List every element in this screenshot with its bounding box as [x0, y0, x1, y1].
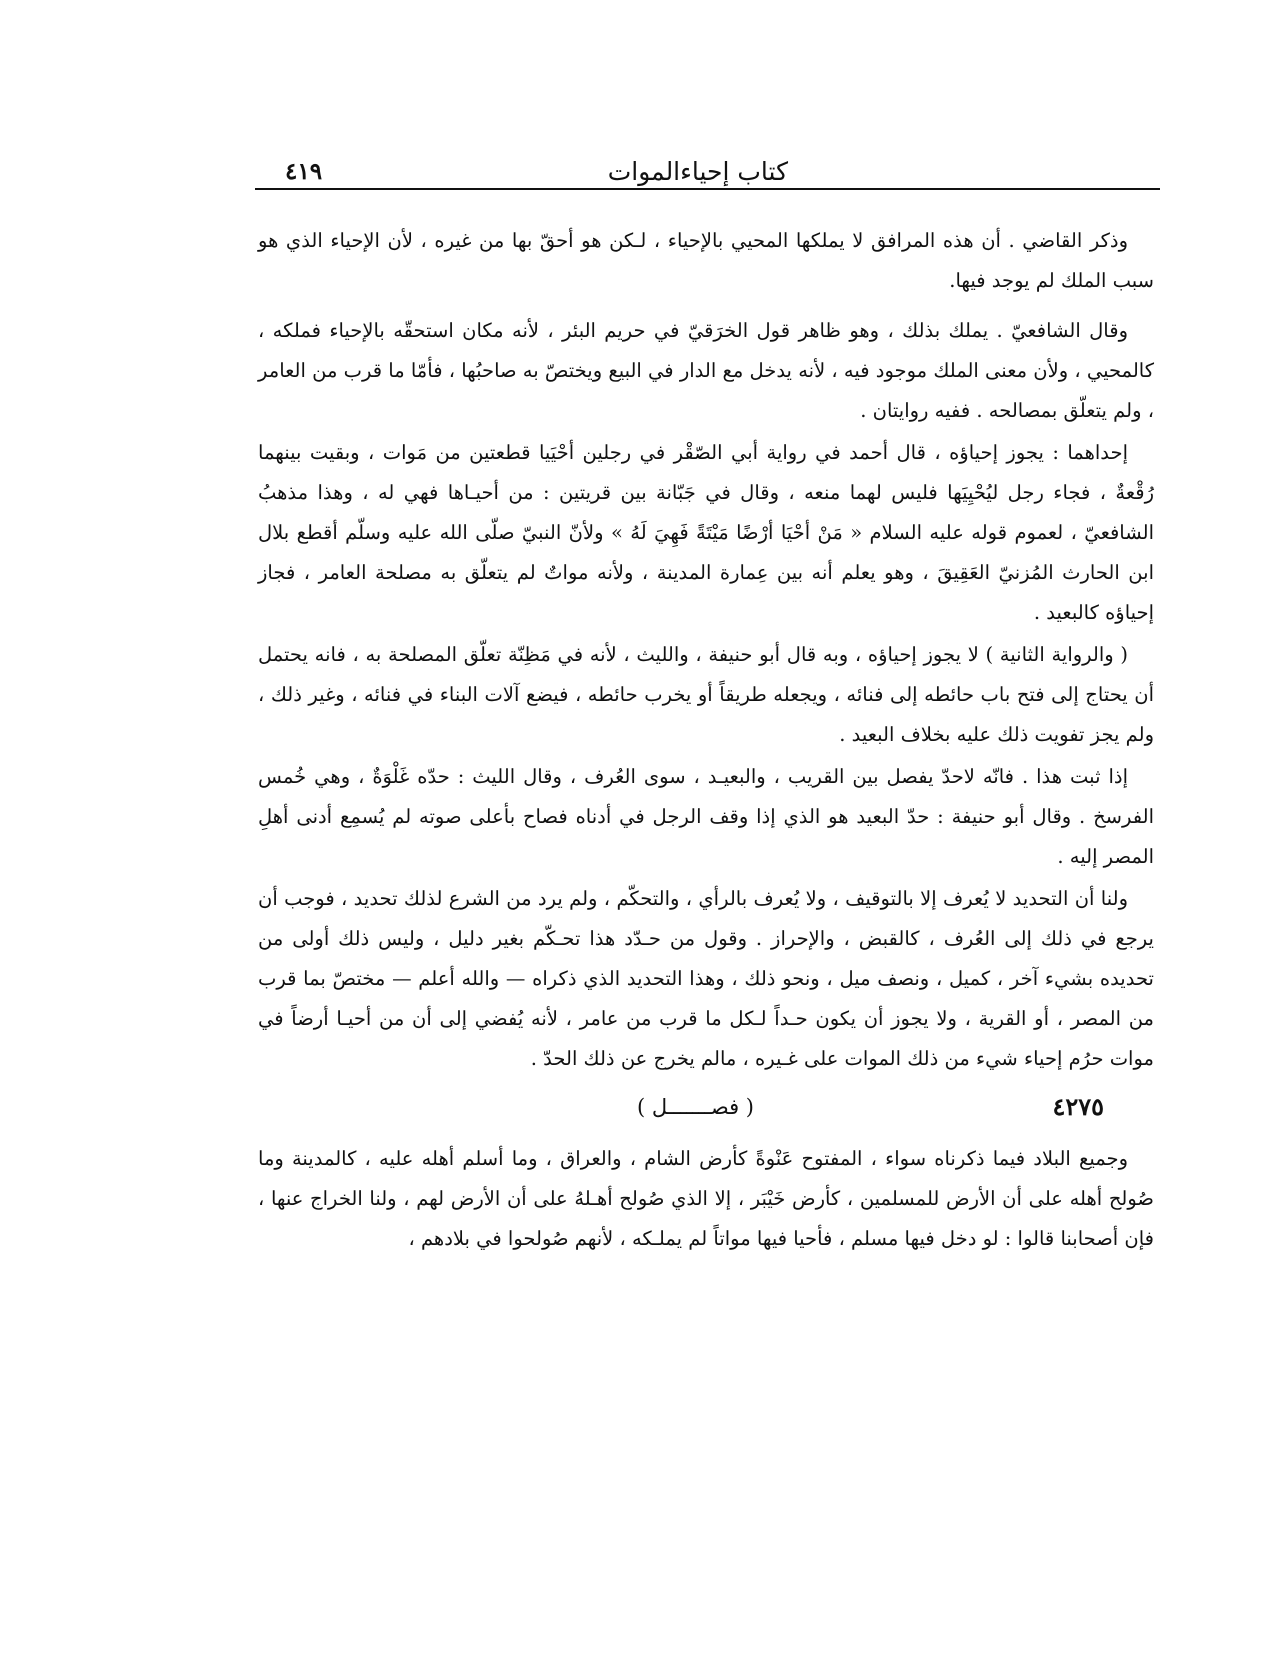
- header-divider: [255, 188, 1160, 190]
- paragraph: ( والرواية الثانية ) لا يجوز إحياؤه ، وبه قال أبو حنيفة ، والليث ، لأنه في مَظِنّة تعلّق المصلحة به ، فانه يحتمل أن يحتاج إلى فتح باب حائطه إلى فنائه ، ويجعله طريقاً أو يخرب حائطه ، فيضع آلات البناء في فنائه ، وغير ذلك ، ولم يجز تفويت ذلك عليه بخلاف البعيد .: [258, 643, 1154, 746]
- paragraph: ولنا أن التحديد لا يُعرف إلا بالتوقيف ، ولا يُعرف بالرأي ، والتحكّم ، ولم يرد من الشرع لذلك تحديد ، فوجب أن يرجع في ذلك إلى العُرف ، كالقبض ، والإحراز . وقول من حـدّد هذا تحـكّم بغير دليل ، وليس ذلك أولى من تحديده بشيء آخر ، كميل ، ونصف ميل ، ونحو ذلك ، وهذا التحديد الذي ذكراه — والله أعلم — مختصّ بما قرب من المصر ، أو القرية ، ولا يجوز أن يكون حـداً لـكل ما قرب من عامر ، لأنه يُفضي إلى أن من أحيـا أرضاً في موات حرُم إحياء شيء من ذلك الموات على غـيره ، مالم يخرج عن ذلك الحدّ .: [258, 887, 1154, 1070]
- page-number: ٤١٩: [285, 158, 323, 185]
- paragraph: وجميع البلاد فيما ذكرناه سواء ، المفتوح عَنْوةً كأرض الشام ، والعراق ، وما أسلم أهله عليه ، كالمدينة وما صُولح أهله على أن الأرض للمسلمين ، كأرض خَيْبَر ، إلا الذي صُولح أهـلهُ على أن الأرض لهم ، ولنا الخراج عنها ، فإن أصحابنا قالوا : لو دخل فيها مسلم ، فأحيا فيها مواتاً لم يملـكه ، لأنهم صُولحوا في بلادهم ،: [258, 1147, 1154, 1250]
- page-header: [255, 152, 1160, 192]
- body-text: [258, 221, 1154, 1261]
- section-title: ( فصـــــــل ): [637, 1095, 754, 1119]
- paragraph: وقال الشافعيّ . يملك بذلك ، وهو ظاهر قول الخرَقيّ في حريم البئر ، لأنه مكان استحقّه بالإحياء فملكه ، كالمحيي ، ولأن معنى الملك موجود فيه ، لأنه يدخل مع الدار في البيع ويختصّ به صاحبُها ، فأمّا ما قرب من العامر ، ولم يتعلّق بمصالحه . ففيه روايتان .: [258, 319, 1154, 422]
- paragraph: إحداهما : يجوز إحياؤه ، قال أحمد في رواية أبي الصّقْر في رجلين أحْيَيا قطعتين من مَوات ، وبقيت بينهما رُقْعةٌ ، فجاء رجل ليُحْيِيَها فليس لهما منعه ، وقال في جَبّانة بين قريتين : من أحيـاها فهي له ، وهذا مذهبُ الشافعيّ ، لعموم قوله عليه السلام « مَنْ أحْيَا أرْضًا مَيْتَةً فَهِيَ لَهُ » ولأنّ النبيّ صلّى الله عليه وسلّم أقطع بلال ابن الحارث المُزنيّ العَقِيقَ ، وهو يعلم أنه بين عِمارة المدينة ، ولأنه مواتٌ لم يتعلّق به مصلحة العامر ، فجاز إحياؤه كالبعيد .: [258, 441, 1154, 624]
- section-heading: [258, 1081, 1154, 1139]
- paragraph: إذا ثبت هذا . فانّه لاحدّ يفصل بين القريب ، والبعيـد ، سوى العُرف ، وقال الليث : حدّه غَلْوَةٌ ، وهي خُمس الفرسخ . وقال أبو حنيفة : حدّ البعيد هو الذي إذا وقف الرجل في أدناه فصاح بأعلى صوته لم يُسمِع أدنى أهلِ المصر إليه .: [258, 765, 1154, 868]
- section-number: ٤٢٧٥: [1052, 1092, 1104, 1121]
- page-title: كتاب إحياءالموات: [607, 157, 788, 186]
- paragraph: وذكر القاضي . أن هذه المرافق لا يملكها المحيي بالإحياء ، لـكن هو أحقّ بها من غيره ، لأن الإحياء الذي هو سبب الملك لم يوجد فيها.: [258, 229, 1154, 292]
